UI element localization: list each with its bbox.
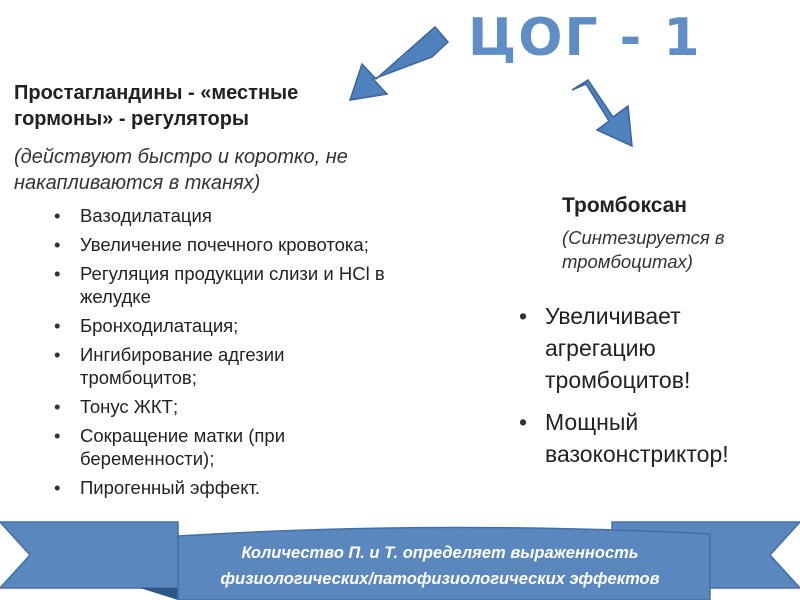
thromboxane-subheading: (Синтезируется в тромбоцитах) xyxy=(562,227,725,272)
list-item: • Пирогенный эффект. xyxy=(50,476,390,499)
prostaglandins-subheading: (действуют быстро и коротко, не накапливаются в тканях) xyxy=(14,146,348,194)
list-item: • Бронходилатация; xyxy=(50,314,390,337)
list-item: • Сокращение матки (при беременности); xyxy=(50,424,390,470)
banner-line-1: Количество П. и Т. определяет выраженность xyxy=(241,544,639,562)
list-item: • Вазодилатация xyxy=(50,204,390,227)
list-item: • Увеличение почечного кровотока; xyxy=(50,233,390,256)
banner-line-2: физиологических/патофизиологических эффектов xyxy=(220,570,660,588)
list-item: • Мощный вазоконстриктор! xyxy=(515,406,795,470)
thromboxane-heading: Тромбоксан xyxy=(562,194,687,217)
arrow-right-icon xyxy=(572,80,632,146)
list-item: • Ингибирование адгезии тромбоцитов; xyxy=(50,343,390,389)
list-item: • Регуляция продукции слизи и HCl в желудке xyxy=(50,262,390,308)
prostaglandins-effects-list xyxy=(50,204,390,505)
slide-title: ЦОГ - 1 xyxy=(468,8,702,68)
list-item: • Увеличивает агрегацию тромбоцитов! xyxy=(515,300,795,396)
prostaglandins-heading: Простагландины - «местные гормоны» - регуляторы xyxy=(14,82,299,130)
banner-text xyxy=(180,540,700,592)
list-item: • Тонус ЖКТ; xyxy=(50,395,390,418)
thromboxane-effects-list xyxy=(515,300,795,480)
